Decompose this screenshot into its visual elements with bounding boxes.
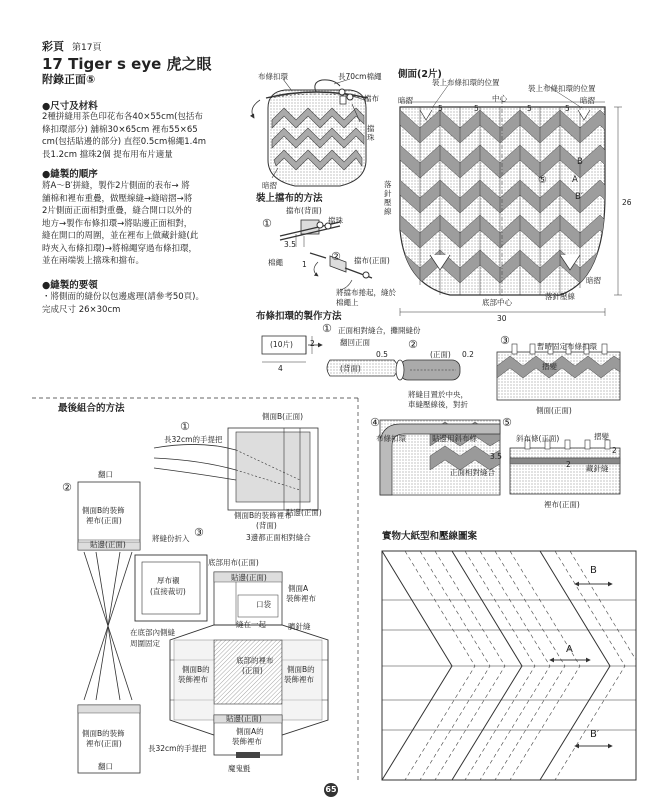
assembly-c3-side-b-left2: 裝飾裡布	[178, 675, 208, 684]
assembly-c3-velcro: 魔鬼氈	[228, 764, 251, 773]
steps-heading: ●縫製的順序	[42, 169, 98, 180]
assembly-c1-lining-front: 貼邊(正面)	[286, 508, 322, 517]
side-panel-dim-5c: 5	[527, 104, 532, 113]
side-panel-height: 26	[622, 198, 632, 207]
loop-back: (背面)	[340, 364, 361, 373]
loop-dim-2: 2	[310, 339, 315, 348]
bag-illustration	[252, 79, 368, 186]
assembly-c3-lining-bottom: 貼邊(正面)	[226, 714, 262, 723]
stopper-note-2: 棉繩上	[336, 298, 359, 307]
stopper-cord: 棉繩	[268, 258, 283, 267]
stopper-note-1: 將擋布捲起，縫於	[336, 288, 396, 297]
side-panel-center: 中心	[492, 94, 507, 103]
loop-step-5-blind: 藏針縫	[586, 464, 609, 473]
side-panel-dart-right: 暗摺	[580, 96, 595, 105]
assembly-c3-side-b-right: 側面B的	[287, 665, 315, 674]
loop-step-1-text2: 翻回正面	[340, 338, 370, 347]
assembly-c1-side: 側面B(正面)	[262, 412, 303, 421]
side-panel-dim-5b: 5	[474, 104, 479, 113]
loop-step-4-dim: 3.5	[490, 452, 502, 461]
points-text: ・將側面的縫份以包邊處理(請參考50頁)。 完成尺寸 26×30cm	[42, 292, 204, 315]
assembly-c3-side-a-bottom2: 裝飾裡布	[232, 737, 262, 746]
page-title: 17 Tiger s eye 虎之眼	[42, 55, 212, 73]
assembly-c3-bottom: 底部用布(正面)	[208, 558, 259, 567]
side-panel-dim-5: 5	[438, 104, 443, 113]
loop-step-3-side: 側面(正面)	[536, 406, 572, 415]
stopper-step-1: ①	[262, 217, 272, 230]
loop-step-2: ②	[408, 338, 418, 351]
assembly-c3-sew: 縫在一起	[236, 620, 266, 629]
bag-dart-label: 暗摺	[262, 181, 277, 190]
assembly-c3-topstitch: 臍針縫	[288, 622, 311, 631]
loop-step-5-lining: 裡布(正面)	[544, 500, 580, 509]
page-number: 65	[325, 785, 337, 794]
assembly-c3-board2: (直接裁切)	[150, 587, 186, 596]
bag-cord-label: 長70cm棉繩	[338, 72, 382, 81]
side-panel-width: 30	[497, 314, 507, 323]
assembly-c3-side-a-bottom: 側面A的	[236, 727, 264, 736]
loop-step-3: ③	[500, 334, 510, 347]
loop-step-2-text1: 將縫目置於中央，	[408, 390, 468, 399]
stopper-cloth-back: 擋布(背面)	[286, 206, 322, 215]
stopper-attach-diagram	[280, 220, 372, 290]
loop-step-2-text2: 車縫壓線後，對折	[408, 400, 468, 409]
loop-step-5-bias: 斜布條(正面)	[516, 434, 560, 443]
stopper-measure: 3.5	[284, 240, 296, 249]
loop-step-5-fold: 摺變	[594, 432, 609, 441]
side-panel-bottom-dart: 暗摺	[586, 276, 601, 285]
pattern-title: 實物大紙型和壓線圖案	[382, 531, 478, 542]
loop-step-1: ①	[322, 322, 332, 335]
loop-dim-05: 0.5	[376, 350, 388, 359]
assembly-step-3: ③	[194, 526, 204, 539]
assembly-c2-opening: 翻口	[98, 470, 113, 479]
side-panel-dart-left: 暗摺	[398, 96, 413, 105]
assembly-c1-handle: 長32cm的手提把	[164, 435, 223, 444]
loop-step-4: ④	[370, 416, 380, 429]
loop-dim-4: 4	[278, 364, 283, 373]
assembly-c3-inner: 在底部內側縫	[130, 628, 175, 637]
pattern-label-a: A	[566, 644, 573, 655]
pattern-label-bp: B′	[590, 729, 600, 740]
side-panel-dim-5d: 5	[565, 104, 570, 113]
materials-heading: ●尺寸及材料	[42, 101, 98, 112]
assembly-c2b-opening: 翻口	[98, 762, 113, 771]
assembly-c3-handle: 長32cm的手提把	[148, 744, 207, 753]
assembly-c3-bottom-lining: 底部的裡布	[236, 656, 274, 665]
loop-step-3-dart: 摺變	[542, 362, 557, 371]
assembly-c2-lining: 貼邊(正面)	[90, 540, 126, 549]
side-panel-loop-pos-left: 裝上布條扣環的位置	[432, 78, 500, 87]
assembly-c1-decor-back: (背面)	[256, 521, 277, 530]
steps-text: 將A～B′拼縫，製作2片側面的表布→ 將 舖棉和裡布重疊，做壓線縫→縫暗摺→將 2片側面正面相對重疊，縫合開口以外的 地方→製作布條扣環→將貼邊正面相對， 縫在開口的周圍，並在裡布上做藏針縫(此 時夾入布條扣環)→將棉繩穿過布條扣環， 並在兩端裝上擋珠和擋布。	[42, 181, 199, 266]
assembly-c3-board: 厚布襯	[157, 576, 180, 585]
assembly-c3-side-a2: 裝飾裡布	[286, 594, 316, 603]
assembly-c3-pocket: 口袋	[256, 600, 271, 609]
stopper-cloth-front: 擋布(正面)	[354, 256, 390, 265]
page-subtitle: 附錄正面⑤	[42, 73, 96, 86]
side-panel-title: 側面(2片)	[398, 69, 442, 80]
assembly-c1-note: 3邊都正面相對縫合	[246, 533, 311, 542]
loop-pieces: (10片)	[270, 340, 293, 349]
loop-step-5-dim2: 2	[612, 446, 617, 455]
loop-step-5-dim2b: 2	[566, 460, 571, 469]
assembly-c3-bottom-lining2: (正面)	[242, 666, 263, 675]
points-heading: ●縫製的要領	[42, 280, 98, 291]
assembly-c3-side-b-right2: 裝飾裡布	[284, 675, 314, 684]
side-panel-bottom-quilt: 落針壓線	[545, 292, 575, 301]
loop-step-5: ⑤	[502, 416, 512, 429]
loop-front: (正面)	[430, 350, 451, 359]
bag-bead-label: 擋珠	[367, 124, 375, 142]
bag-stopper-cloth-label: 擋布	[364, 94, 379, 103]
assembly-step-1: ①	[180, 420, 190, 433]
assembly-c3-fold: 將縫份折入	[152, 534, 190, 543]
side-panel-quilt-left: 落針壓線	[384, 180, 392, 216]
stopper-step-2: ②	[331, 250, 341, 263]
assembly-c3-lining: 貼邊(正面)	[231, 573, 267, 582]
side-panel-bottom-center: 底部中心	[482, 298, 512, 307]
assembly-title: 最後組合的方法	[58, 403, 125, 414]
loop-step-1-text: 正面相對縫合，攤開縫份	[338, 326, 421, 335]
assembly-c2-side: 側面B的裝飾	[82, 506, 125, 515]
assembly-c2b-side2: 裡布(正面)	[86, 739, 122, 748]
stopper-attach-title: 裝上擋布的方法	[256, 193, 323, 204]
materials-text: 2種拼縫用茶色印花布各40×55cm(包括布 條扣環部分) 舖棉30×65cm 裡布55×65 cm(包括貼邊的部分) 直徑0.5cm棉繩1.4m 長1.2cm 擋珠2個 提布用布片適量	[42, 112, 207, 160]
loop-step-4-loop: 布條扣環	[376, 434, 406, 443]
loop-make-title: 布條扣環的製作方法	[256, 311, 342, 322]
loop-step-4-binding: 貼邊用斜布條	[432, 434, 477, 443]
loop-step-3-text: 暫時固定布條扣環	[537, 342, 597, 351]
assembly-c3-inner2: 周圍固定	[130, 639, 160, 648]
assembly-c2-side2: 裡布(正面)	[86, 516, 122, 525]
stopper-one: 1	[302, 260, 307, 269]
header-page-ref: 第17頁	[72, 43, 102, 53]
assembly-c3-side-a: 側面A	[288, 584, 309, 593]
assembly-c3-side-b-left: 側面B的	[182, 665, 210, 674]
assembly-c1-decor-lining: 側面B的裝飾裡布	[234, 511, 292, 520]
header-prefix: 彩頁	[42, 40, 64, 53]
assembly-step-2: ②	[62, 481, 72, 494]
pattern-label-b: B	[590, 565, 597, 576]
bag-loop-label: 布條扣環	[258, 72, 288, 81]
side-panel-loop-pos-right: 裝上布條扣環的位置	[528, 84, 596, 93]
pattern-diagram	[382, 551, 636, 780]
side-panel-label-bp: B′	[575, 192, 583, 202]
assembly-c2b-side: 側面B的裝飾	[82, 729, 125, 738]
side-panel-label-5: ⑤	[538, 175, 547, 186]
stopper-bead: 擋珠	[328, 216, 343, 225]
side-panel-label-b: B	[577, 157, 583, 167]
loop-dim-02: 0.2	[462, 350, 474, 359]
side-panel-label-a: A	[572, 175, 578, 185]
loop-step-4-front: 正面相對縫合	[450, 468, 495, 477]
